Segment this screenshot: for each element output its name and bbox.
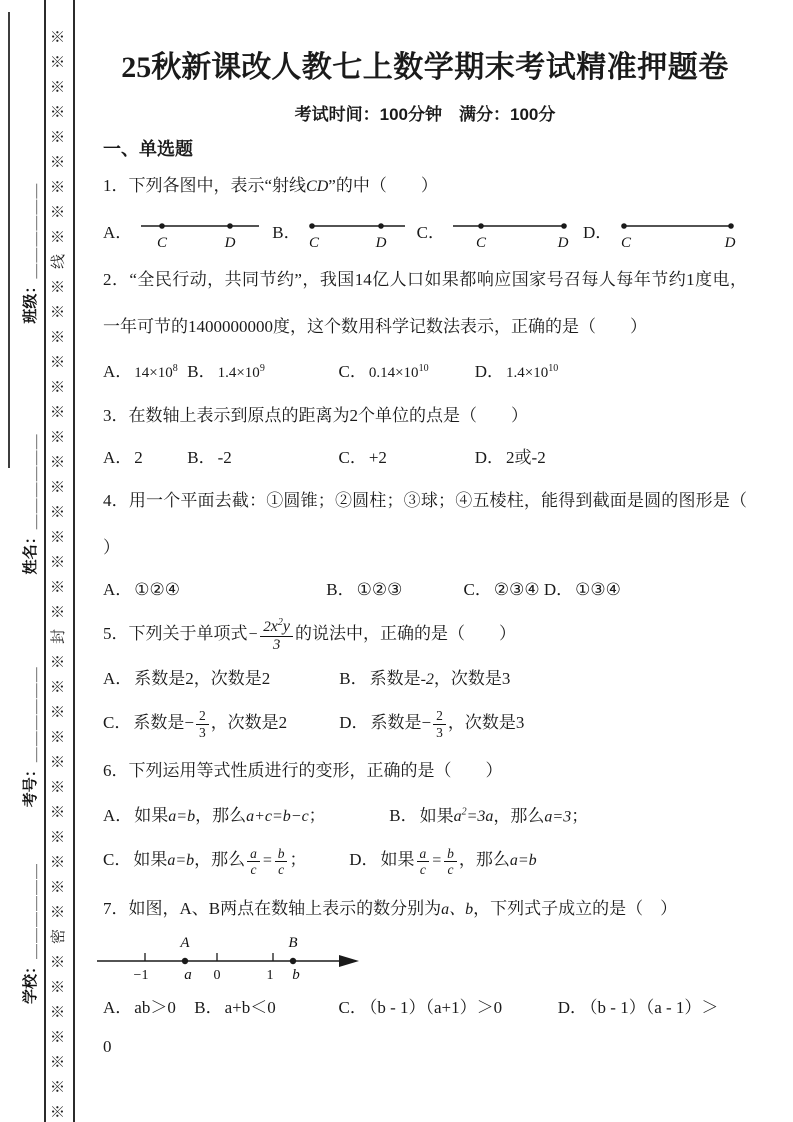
question-6-options-row2 bbox=[103, 836, 747, 885]
svg-text:−1: −1 bbox=[133, 968, 149, 984]
field-exam-number-label: 考号： bbox=[23, 762, 39, 808]
q2-option-a: A． $14\times 10^8$ bbox=[103, 362, 178, 381]
q4-option-a: A． ①②④ bbox=[103, 580, 181, 599]
question-1-stem bbox=[103, 162, 747, 210]
q1-option-d-label: D． bbox=[582, 223, 613, 242]
q2-option-c: C． $0.14\times 10^{10}$ bbox=[338, 362, 429, 381]
q3-option-b: B． -2 bbox=[187, 448, 232, 467]
svg-text:C: C bbox=[475, 235, 486, 250]
q4-option-c: C． ②③④ bbox=[463, 580, 540, 599]
q4-option-d: D． ①③④ bbox=[543, 580, 621, 599]
ray-diagram-line-cd bbox=[138, 216, 262, 250]
svg-text:C: C bbox=[157, 235, 168, 250]
q7-option-a: A． ab＞0 bbox=[103, 998, 176, 1018]
q1-option-a bbox=[103, 210, 262, 256]
q3-option-a: A． 2 bbox=[103, 448, 143, 467]
q1-option-b bbox=[272, 210, 406, 256]
ray-diagram-ray-cd bbox=[307, 216, 407, 250]
svg-text:1: 1 bbox=[266, 968, 274, 984]
field-exam-number bbox=[16, 666, 46, 807]
svg-text:A: A bbox=[180, 935, 190, 952]
q2-option-b: B． $1.4\times 10^9$ bbox=[187, 362, 265, 381]
svg-text:D: D bbox=[375, 235, 387, 250]
question-4-stem: 4．用一个平面去截：①圆锥；②圆柱；③球；④五棱柱，能得到截面是圆的图形是（ ） bbox=[103, 491, 747, 557]
field-school bbox=[16, 863, 46, 1004]
question-1-options bbox=[103, 210, 747, 256]
q3-option-c: C． +2 bbox=[338, 448, 387, 467]
svg-text:D: D bbox=[724, 235, 736, 250]
q7-number-line-diagram bbox=[93, 935, 747, 989]
title-main: 人教七上数学期末考试精准押题卷 bbox=[271, 51, 729, 84]
exam-info: 考试时间：100分钟 满分：100分 bbox=[294, 105, 556, 124]
field-school-blank: ＿＿＿＿＿＿ bbox=[23, 862, 39, 959]
q7-option-d: D． （b - 1）（a - 1）＞ bbox=[557, 998, 719, 1018]
q5-option-c: C． 系数是− $\frac{2}{3}$ ，次数是2 bbox=[103, 708, 288, 740]
title-prefix: 25秋新课改 bbox=[121, 51, 272, 84]
q3-option-d: D． 2或-2 bbox=[474, 448, 546, 467]
seal-line-text: ※※※※※※※密※※※※※※※※※※※封※※※※※※※※※※※※※※线※※※※※※※※※ bbox=[51, 18, 67, 1119]
svg-text:C: C bbox=[621, 235, 632, 250]
q1-stem-pre: 1．下列各图中，表示“射线 bbox=[103, 176, 307, 195]
q1-option-c-label: C． bbox=[416, 223, 445, 242]
field-school-label: 学校： bbox=[23, 958, 39, 1004]
question-2-stem: 2．“全民行动，共同节约”，我国14亿人口如果都响应国家号召每人每年节约1度电，一年可节的1400000000度，这个数用科学记数法表示，正确的是（ ） bbox=[103, 270, 747, 336]
svg-text:b: b bbox=[292, 967, 300, 984]
field-student-name-blank: ＿＿＿＿＿＿ bbox=[23, 433, 39, 530]
q7-option-b: B． a+b＜0 bbox=[194, 998, 276, 1018]
q1-option-d bbox=[583, 210, 736, 256]
q6-option-d: D． 如果 $\frac{a}{c}$ = $\frac{b}{c}$ ，那么a=b bbox=[349, 845, 537, 877]
q1-option-a-label: A． bbox=[103, 223, 133, 242]
q5-option-a: A． 系数是2，次数是2 bbox=[103, 669, 271, 688]
student-info-fields bbox=[16, 0, 46, 1122]
svg-text:B: B bbox=[288, 935, 298, 952]
scan-edge-line bbox=[8, 12, 10, 468]
q5-option-b: B． 系数是-2，次数是3 bbox=[339, 669, 511, 688]
q5-monomial-expression: − $\frac{2x^2y}{3}$ bbox=[248, 626, 296, 643]
question-7-stem: 7．如图，A、B两点在数轴上表示的数分别为a、b，下列式子成立的是（ ） bbox=[103, 899, 678, 919]
page-title bbox=[103, 48, 747, 88]
seal-line-strip bbox=[44, 0, 75, 1122]
svg-text:C: C bbox=[308, 235, 319, 250]
question-5-options-row1 bbox=[103, 660, 747, 699]
q6-option-a: A． 如果a=b，那么a+c=b−c； bbox=[103, 806, 326, 826]
q1-stem-math: CD bbox=[306, 178, 329, 195]
question-3-stem: 3．在数轴上表示到原点的距离为2个单位的点是（ ） bbox=[103, 406, 528, 425]
question-2-options bbox=[103, 350, 747, 392]
q7-option-d-wrap: 0 bbox=[103, 1037, 112, 1057]
svg-text:a: a bbox=[184, 967, 192, 984]
q6-option-b: B． 如果$a^2=3a$，那么a=3； bbox=[389, 806, 589, 826]
svg-text:D: D bbox=[224, 235, 236, 250]
q1-option-b-label: B． bbox=[272, 223, 301, 242]
exam-content bbox=[103, 0, 747, 1067]
question-5-options-row2 bbox=[103, 699, 747, 747]
field-student-name-label: 姓名： bbox=[23, 529, 39, 575]
q6-option-c: C． 如果a=b，那么 $\frac{a}{c}$ = $\frac{b}{c}$ ； bbox=[103, 845, 307, 877]
svg-text:D: D bbox=[557, 235, 569, 250]
ray-diagram-ray-dc bbox=[451, 216, 573, 250]
question-6-stem: 6．下列运用等式性质进行的变形，正确的是（ ） bbox=[103, 761, 503, 780]
q5-option-d: D． 系数是− $\frac{2}{3}$ ，次数是3 bbox=[339, 708, 525, 740]
field-class-label: 班级： bbox=[23, 278, 39, 324]
q2-option-d: D． $1.4\times 10^{10}$ bbox=[474, 362, 559, 381]
field-student-name bbox=[16, 433, 46, 574]
question-7-options bbox=[103, 989, 747, 1027]
q1-option-c bbox=[417, 210, 573, 256]
question-5-stem: 5．下列关于单项式− $\frac{2x^2y}{3}$ 的说法中，正确的是（ ） bbox=[103, 616, 517, 653]
section-heading: 一、单选题 bbox=[103, 139, 193, 159]
q7-option-c: C． （b - 1）（a+1）＞0 bbox=[338, 998, 503, 1018]
field-exam-number-blank: ＿＿＿＿＿＿ bbox=[23, 666, 39, 763]
q1-stem-post: ”的中（ ） bbox=[328, 176, 438, 195]
number-line-svg bbox=[93, 935, 373, 989]
field-class-blank: ＿＿＿＿＿＿ bbox=[23, 182, 39, 279]
q4-option-b: B． ①②③ bbox=[326, 580, 403, 599]
question-6-options-row1 bbox=[103, 794, 747, 836]
question-3-options bbox=[103, 439, 747, 477]
svg-text:0: 0 bbox=[213, 968, 221, 984]
field-class bbox=[16, 183, 46, 324]
ray-diagram-segment-cd bbox=[618, 216, 736, 250]
question-4-options bbox=[103, 571, 747, 609]
